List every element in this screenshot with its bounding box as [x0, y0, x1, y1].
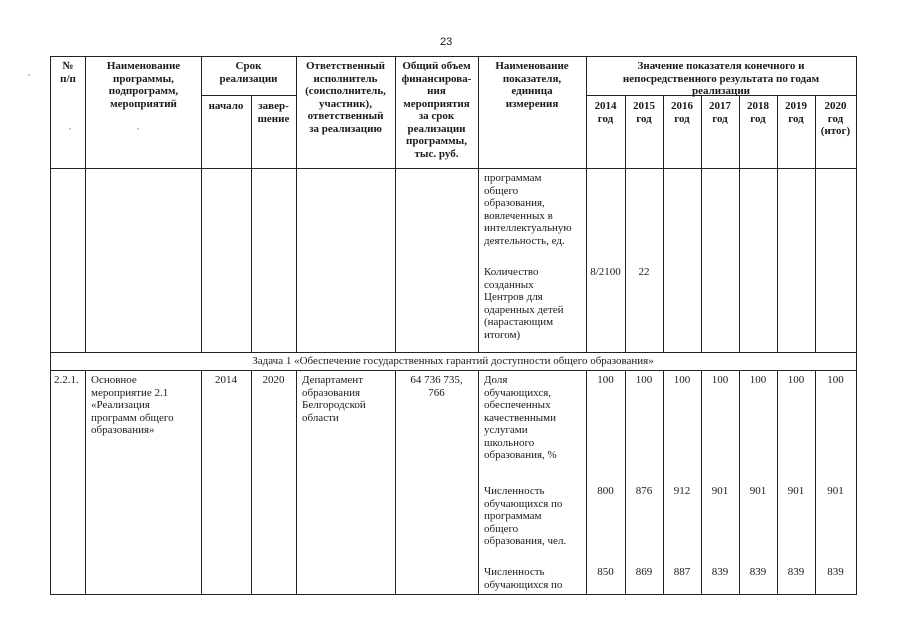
- main-row-volume: 64 736 735, 766: [410, 374, 463, 399]
- indicator-3-value-2018: 839: [749, 566, 767, 578]
- indicator-2-name: Численность обучающихся по программам общего образования, чел.: [484, 485, 567, 547]
- task-title: Задача 1 «Обеспечение государственных гарантий доступности общего образования»: [252, 355, 654, 367]
- header-year-2019: 2019 год: [785, 100, 807, 125]
- scan-speck: [69, 128, 71, 130]
- indicator-3-value-2014: 850: [597, 566, 614, 578]
- indicator-2-value-2019: 901: [787, 485, 805, 497]
- header-year-2014: 2014 год: [594, 100, 617, 125]
- indicator-2-value-2014: 800: [597, 485, 614, 497]
- indicator-1-value-2019: 100: [787, 374, 805, 386]
- indicator-1-name: Доля обучающихся, обеспеченных качественными услугами школьного образования, %: [484, 374, 557, 461]
- indicator-1-value-2014: 100: [597, 374, 614, 386]
- indicator-3-value-2016: 887: [673, 566, 691, 578]
- indicator-3-value-2017: 839: [711, 566, 729, 578]
- scan-speck: [28, 74, 30, 76]
- indicator-2-value-2015: 876: [635, 485, 653, 497]
- header-values-title: Значение показателя конечного и непосредственного результата по годам реализации: [622, 60, 820, 97]
- indicator-1-value-2018: 100: [749, 374, 767, 386]
- indicator-2-value-2020: 901: [827, 485, 844, 497]
- page-number: 23: [440, 36, 453, 48]
- main-row-start: 2014: [215, 374, 237, 386]
- indicator-3-name: Численность обучающихся по: [484, 566, 563, 591]
- continued-value-2014: 8/2100: [590, 266, 621, 278]
- header-volume: Общий объем финансирова- ния мероприятия за срок реализации программы, тыс. руб.: [401, 60, 472, 160]
- indicator-3-value-2019: 839: [787, 566, 805, 578]
- main-row-end: 2020: [262, 374, 285, 386]
- main-row-name: Основное мероприятие 2.1 «Реализация программ общего образования»: [91, 374, 174, 436]
- indicator-1-value-2017: 100: [711, 374, 729, 386]
- header-year-2015: 2015 год: [633, 100, 655, 125]
- header-responsible: Ответственный исполнитель (соисполнитель, участник), ответственный за реализацию: [305, 60, 386, 135]
- header-indicator: Наименование показателя, единица измерения: [495, 60, 569, 110]
- header-program-name: Наименование программы, подпрограмм, мероприятий: [106, 60, 181, 110]
- indicator-3-value-2015: 869: [635, 566, 653, 578]
- header-year-2016: 2016 год: [671, 100, 693, 125]
- indicator-3-value-2020: 839: [827, 566, 844, 578]
- scan-speck: [137, 128, 139, 130]
- indicator-1-value-2015: 100: [635, 374, 653, 386]
- header-term: Срок реализации: [219, 60, 278, 85]
- indicator-2-value-2016: 912: [673, 485, 691, 497]
- indicator-2-value-2017: 901: [711, 485, 729, 497]
- header-year-2017: 2017 год: [709, 100, 731, 125]
- header-end: завер- шение: [257, 100, 290, 125]
- continued-indicator-2: Количество созданных Центров для одаренных детей (нарастающим итогом): [484, 266, 564, 341]
- indicator-1-value-2020: 100: [827, 374, 844, 386]
- continued-indicator-1: программам общего образования, вовлеченных в интеллектуальную деятельность, ед.: [484, 172, 572, 247]
- indicator-1-value-2016: 100: [673, 374, 691, 386]
- header-year-2020: 2020 год (итог): [820, 100, 851, 137]
- header-start: начало: [208, 100, 244, 112]
- header-year-2018: 2018 год: [747, 100, 769, 125]
- indicator-2-value-2018: 901: [749, 485, 767, 497]
- main-row-responsible: Департамент образования Белгородской области: [302, 374, 366, 424]
- main-row-num: 2.2.1.: [54, 374, 79, 386]
- continued-value-2015: 22: [638, 266, 650, 278]
- header-num: № п/п: [60, 60, 76, 85]
